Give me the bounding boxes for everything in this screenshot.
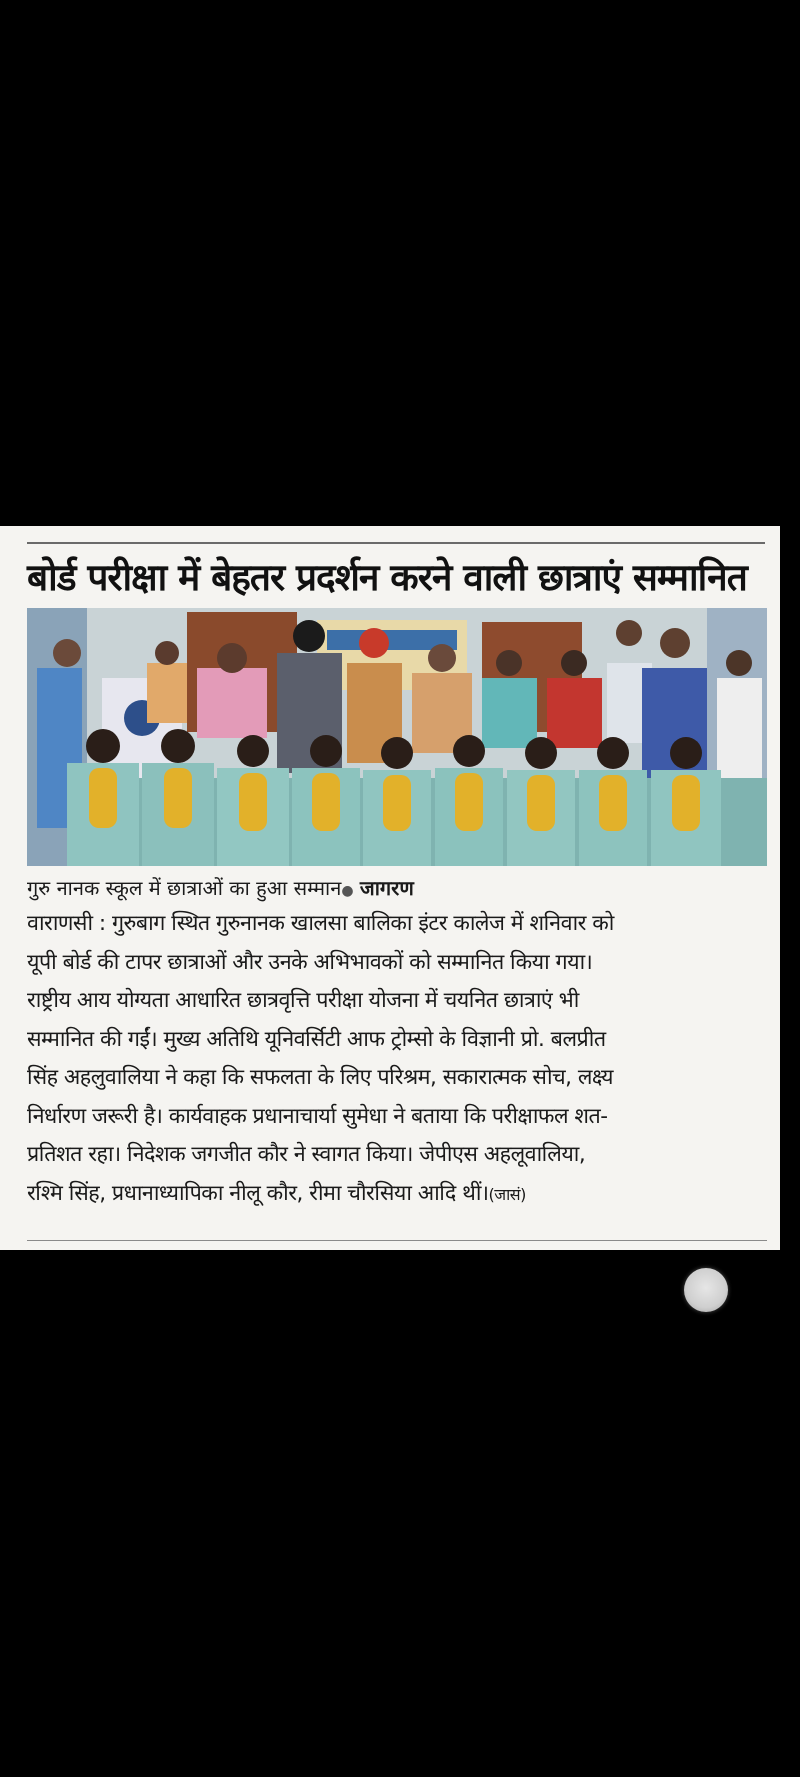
byline-tag: (जासं) [488,1184,526,1204]
article-photo [27,608,767,866]
article-headline: बोर्ड परीक्षा में बेहतर प्रदर्शन करने वाली छात्राएं सम्मानित [27,555,747,599]
body-line: वाराणसी : गुरुबाग स्थित गुरुनानक खालसा बालिका इंटर कालेज में शनिवार को [27,911,614,936]
floating-assistive-button[interactable] [684,1268,728,1312]
body-line-text: रश्मि सिंह, प्रधानाध्यापिका नीलू कौर, रीमा चौरसिया आदि थीं। [27,1180,489,1206]
clipping-edge-shadow [780,526,800,1250]
body-line: निर्धारण जरूरी है। कार्यवाहक प्रधानाचार्या सुमेधा ने बताया कि परीक्षाफल शत- [27,1103,608,1129]
top-rule-divider [27,542,765,544]
article-body [27,905,767,1214]
bullet-icon: ● [341,883,354,899]
body-line: सम्मानित की गईं। मुख्य अतिथि यूनिवर्सिटी आफ ट्रोम्सो के विज्ञानी प्रो. बलप्रीत [27,1026,606,1052]
body-line: राष्ट्रीय आय योग्यता आधारित छात्रवृत्ति परीक्षा योजना में चयनित छात्राएं भी [27,988,579,1013]
photo-caption [27,873,767,906]
bottom-rule-divider [27,1240,767,1241]
body-line: सिंह अहलुवालिया ने कहा कि सफलता के लिए परिश्रम, सकारात्मक सोच, लक्ष्य [27,1065,613,1090]
caption-text: गुरु नानक स्कूल में छात्राओं का हुआ सम्मान [27,876,342,900]
body-line: प्रतिशत रहा। निदेशक जगजीत कौर ने स्वागत किया। जेपीएस अहलूवालिया, [27,1142,586,1167]
caption-credit: जागरण [359,876,414,900]
body-line-last [27,1175,767,1215]
body-line: यूपी बोर्ड की टापर छात्राओं और उनके अभिभावकों को सम्मानित किया गया। [27,949,593,975]
